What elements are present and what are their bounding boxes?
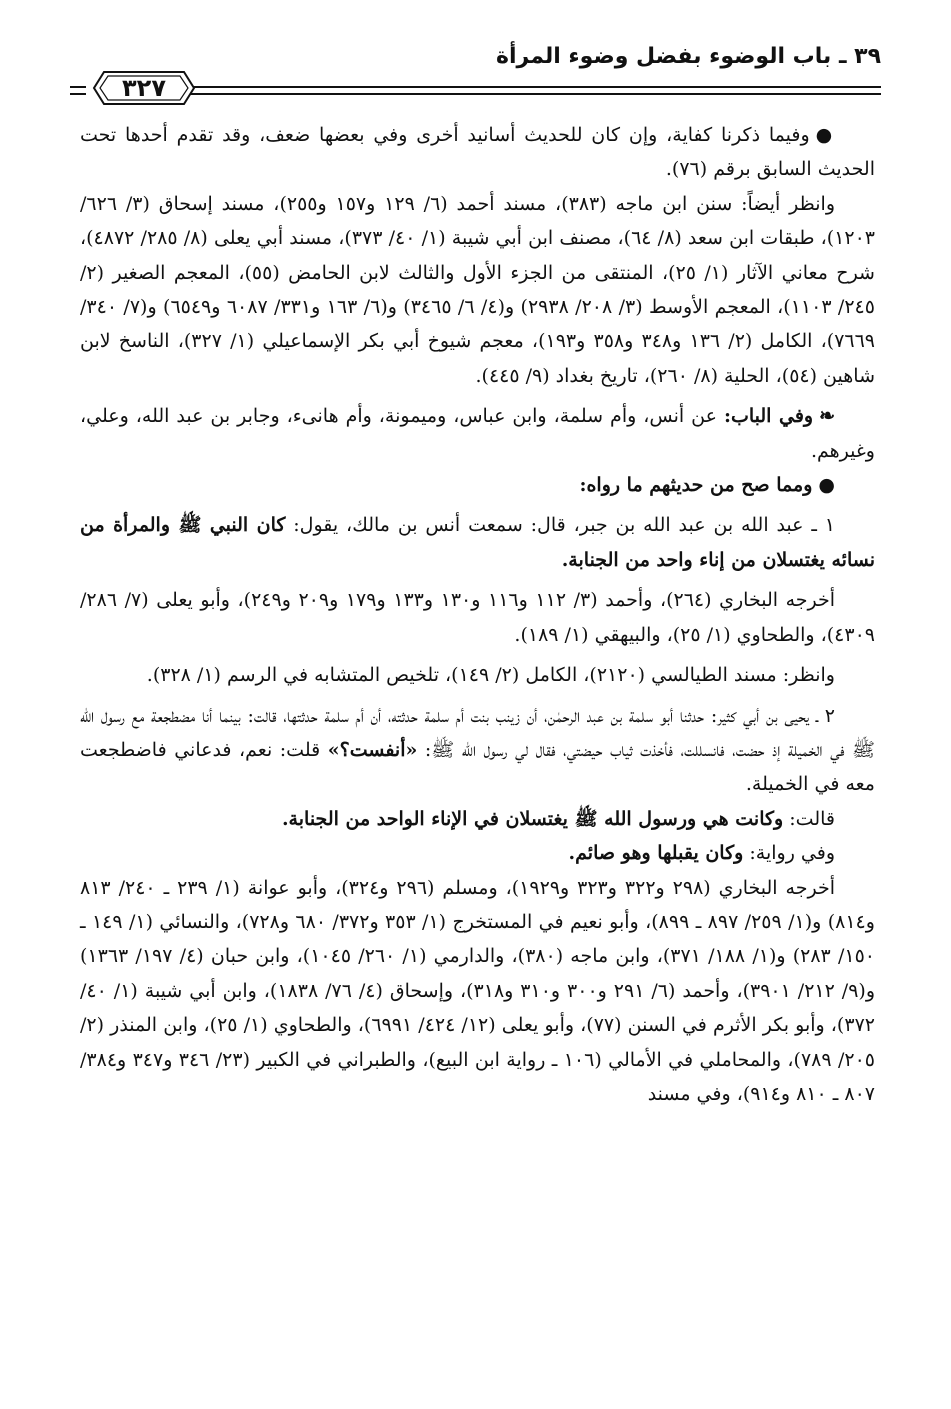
addition-label: قالت: — [789, 807, 835, 830]
in-chapter-text: عن أنس، وأم سلمة، وابن عباس، وميمونة، وأم هانىء، وجابر بن عبد الله، وعلي، وغيرهم. — [80, 405, 875, 462]
hadith-1 — [80, 508, 875, 577]
hadith-1-takhrij: أخرجه البخاري (٢٦٤)، وأحمد (٣/ ١١٢ و١١٦ و١٣٠ و١٣٣ و١٧٩ و٢٠٩ و٢٤٩)، وأبو يعلى (٧/ ٢٨٦/ ٤٣٠٩)، والطحاوي (١/ ٢٥)، والبيهقي (١/ ١٨٩). — [80, 589, 875, 646]
header-rule — [166, 86, 881, 95]
c-circle-marker-icon: ● — [818, 474, 835, 497]
hadith-1-see-also: وانظر: مسند الطيالسي (٢١٢٠)، الكامل (٢/ ١٤٩)، تلخيص المتشابه في الرسم (١/ ٣٢٨). — [146, 664, 835, 687]
page-number: ٣٢٧ — [122, 74, 166, 102]
variant-text: وكان يقبلها وهو صائم. — [568, 842, 744, 865]
page-body — [80, 118, 875, 1111]
paragraph-in-chapter — [80, 399, 875, 468]
hadith-1-matn: كان النبي ﷺ والمرأة من نسائه يغتسلان من إناء واحد من الجنابة. — [80, 514, 875, 571]
addition-text: وكانت هي ورسول الله ﷺ يغتسلان في الإناء الواحد من الجنابة. — [281, 807, 784, 830]
fleuron-marker-icon: ❧ — [819, 405, 835, 428]
page-number-badge — [92, 68, 196, 108]
hadith-2-quote: «أنفست؟» — [327, 738, 418, 761]
paragraph-note — [80, 118, 875, 187]
paragraph-intro — [80, 468, 875, 502]
c-circle-marker-icon: ● — [815, 124, 835, 146]
variant-label: وفي رواية: — [749, 842, 835, 865]
hadith-1-chain: ١ ـ عبد الله بن عبد الله بن جبر، قال: سمعت أنس بن مالك، يقول: — [293, 514, 835, 537]
page-header — [70, 36, 881, 110]
header-rule-left — [70, 86, 86, 95]
hadith-2-text-b: قلت: نعم، فدعاني فاضطجعت معه في الخميلة. — [80, 738, 875, 796]
hadith-2-addition — [80, 802, 875, 836]
paragraph-references: وانظر أيضاً: سنن ابن ماجه (٣٨٣)، مسند أحمد (٦/ ١٢٩ و١٥٧ و٢٥٥)، مسند إسحاق (٣/ ٦٢٦/ ١٢٠٣)، طبقات ابن سعد (٨/ ٦٤)، مصنف ابن أبي شيبة (١/ ٤٠/ ٣٧٣)، مسند أبي يعلى (٨/ ٢٨٥/ ٤٨٧٢)، شرح معاني الآثار (١/ ٢٥)، المنتقى من الجزء الأول والثالث لابن الحامض (٥٥)، المعجم الصغير (٢/ ٢٤٥/ ١١٠٣)، المعجم الأوسط (٣/ ٢٠٨/ ٢٩٣٨) و(٤/ ٦/ ٣٤٦٥) و(٦/ ١٦٣ و٣٣١/ ٦٠٨٧ و٦٥٤٩) و(٧/ ٣٤٠/ ٧٦٦٩)، الكامل (٢/ ١٣٦ و٣٤٨ و٣٥٨ و١٩٣)، معجم شيوخ أبي بكر الإسماعيلي (١/ ٣٢٧)، الناسخ لابن شاهين (٥٤)، الحلية (٨/ ٢٦٠)، تاريخ بغداد (٩/ ٤٤٥). — [80, 192, 876, 387]
hadith-2-variant — [80, 836, 875, 870]
in-chapter-label: وفي الباب: — [723, 405, 814, 428]
chapter-title: ٣٩ ـ باب الوضوء بفضل وضوء المرأة — [495, 44, 881, 69]
hadith-2-text-a: ٢ ـ يحيى بن أبي كثير: حدثنا أبو سلمة بن عبد الرحمٰن، أن زينب بنت أم سلمة حدثته، أن أم سلمة حدثتها، قالت: بينما أنا مضطجعة مع رسول الله ﷺ في الخميلة إذ حضت، فانسللت، فأخذت ثياب حيضتي، فقال لي رسول الله ﷺ: — [80, 704, 876, 761]
paragraph-text: وفيما ذكرنا كفاية، وإن كان للحديث أسانيد أخرى وفي بعضها ضعف، وقد تقدم أحدها تحت الحديث السابق برقم (٧٦). — [80, 124, 875, 181]
hadith-2-takhrij: أخرجه البخاري (٢٩٨ و٣٢٢ و٣٢٣ و١٩٢٩)، ومسلم (٢٩٦ و٣٢٤)، وأبو عوانة (١/ ٢٣٩ ـ ٢٤٠/ ٨١٣ و٨١٤) و(١/ ٢٥٩/ ٨٩٧ ـ ٨٩٩)، وأبو نعيم في المستخرج (١/ ٣٥٣ و٣٧٢/ ٦٨٠ و٧٢٨)، والنسائي (١/ ١٤٩ ـ ١٥٠/ ٢٨٣) و(١/ ١٨٨/ ٣٧١)، وابن ماجه (٣٨٠)، والدارمي (١/ ٢٦٠/ ١٠٤٥)، وابن حبان (٤/ ١٩٧/ ١٣٦٣) و(٩/ ٢١٢/ ٣٩٠١)، وأحمد (٦/ ٢٩١ و٣٠٠ و٣١٠ و٣١٨)، وإسحاق (٤/ ٧٦/ ١٨٣٨)، وابن أبي شيبة (١/ ٤٠/ ٣٧٢)، وأبو بكر الأثرم في السنن (٧٧)، وأبو يعلى (١٢/ ٤٢٤/ ٦٩٩١)، والطحاوي (١/ ٢٥)، وابن المنذر (٢/ ٢٠٥/ ٧٨٩)، والمحاملي في الأمالي (١٠٦ ـ رواية ابن البيع)، والطبراني في الكبير (٢٣/ ٣٤٦ و٣٤٧ و٣٨٤/ ٨٠٧ ـ ٨١٠ و٩١٤)، وفي مسند — [80, 876, 875, 1105]
intro-text: ومما صح من حديثهم ما رواه: — [579, 474, 813, 497]
hadith-2 — [80, 699, 875, 802]
